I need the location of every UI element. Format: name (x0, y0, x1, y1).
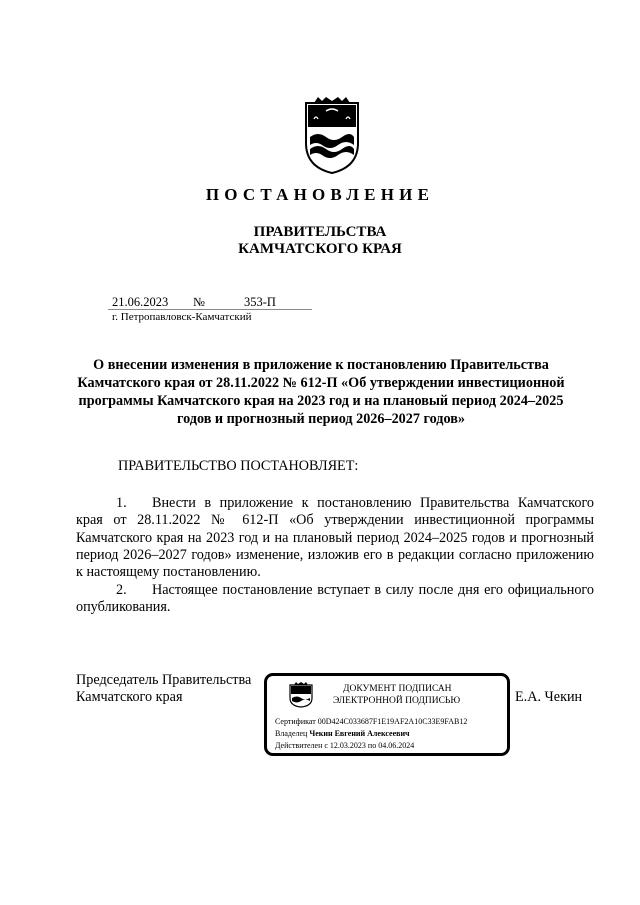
certificate-label: Сертификат (275, 717, 316, 726)
resolves-statement: ПРАВИТЕЛЬСТВО ПОСТАНОВЛЯЕТ: (118, 458, 359, 474)
document-type-title: ПОСТАНОВЛЕНИЕ (205, 185, 435, 204)
body-item-2 (76, 582, 594, 617)
coat-of-arms-emblem (304, 97, 360, 175)
item-text: Внести в приложение к постановлению Правительства Камчатского края от 28.11.2022 № 612-П «Об утверждении инвестиционной программы Камчатского края на 2023 год и на плановый период 2024–2025 годов и прогнозный период 2026–2027 годов» изменение, изложив его в редакции согласно приложению к настоящему постановлению. (76, 495, 594, 581)
signer-name: Е.А. Чекин (515, 689, 583, 705)
stamp-validity (275, 741, 414, 750)
signer-position-line-2: Камчатского края (76, 689, 183, 705)
owner-value: Чекин Евгений Алексеевич (309, 729, 410, 738)
valid-to-label: по (367, 741, 377, 750)
stamp-certificate (275, 717, 467, 726)
document-number: 353-П (244, 295, 276, 309)
valid-label: Действителен с (275, 741, 328, 750)
resolution-heading: О внесении изменения в приложение к постановлению Правительства Камчатского края от 28.11.2022 № 612-П «Об утверждении инвестиционной программы Камчатского края на 2023 год и на плановый период 2024–2025 годов и прогнозный период 2026–2027 годов» (77, 357, 565, 427)
item-number: 2. (116, 582, 127, 598)
issuer-line-2: КАМЧАТСКОГО КРАЯ (238, 241, 402, 257)
electronic-signature-stamp (264, 673, 510, 756)
certificate-value: 00D424C033687F1E19AF2A10C33E9FAB12 (317, 717, 468, 726)
body-item-1 (76, 495, 594, 581)
item-text: Настоящее постановление вступает в силу после дня его официального опубликования. (76, 582, 594, 616)
stamp-owner (275, 729, 410, 738)
item-number: 1. (116, 495, 127, 511)
stamp-title-line-1: ДОКУМЕНТ ПОДПИСАН (343, 684, 452, 694)
valid-to: 04.06.2024 (378, 741, 415, 750)
signer-position-line-1: Председатель Правительства (76, 672, 252, 688)
document-city: г. Петропавловск-Камчатский (112, 311, 252, 323)
issuer-line-1: ПРАВИТЕЛЬСТВА (253, 224, 387, 240)
small-emblem-icon (289, 682, 313, 708)
document-date: 21.06.2023 (112, 295, 169, 309)
stamp-title-line-2: ЭЛЕКТРОННОЙ ПОДПИСЬЮ (333, 696, 461, 706)
meta-underline (108, 309, 312, 310)
owner-label: Владелец (275, 729, 308, 738)
valid-from: 12.03.2023 (329, 741, 366, 750)
number-sign: № (193, 295, 205, 309)
